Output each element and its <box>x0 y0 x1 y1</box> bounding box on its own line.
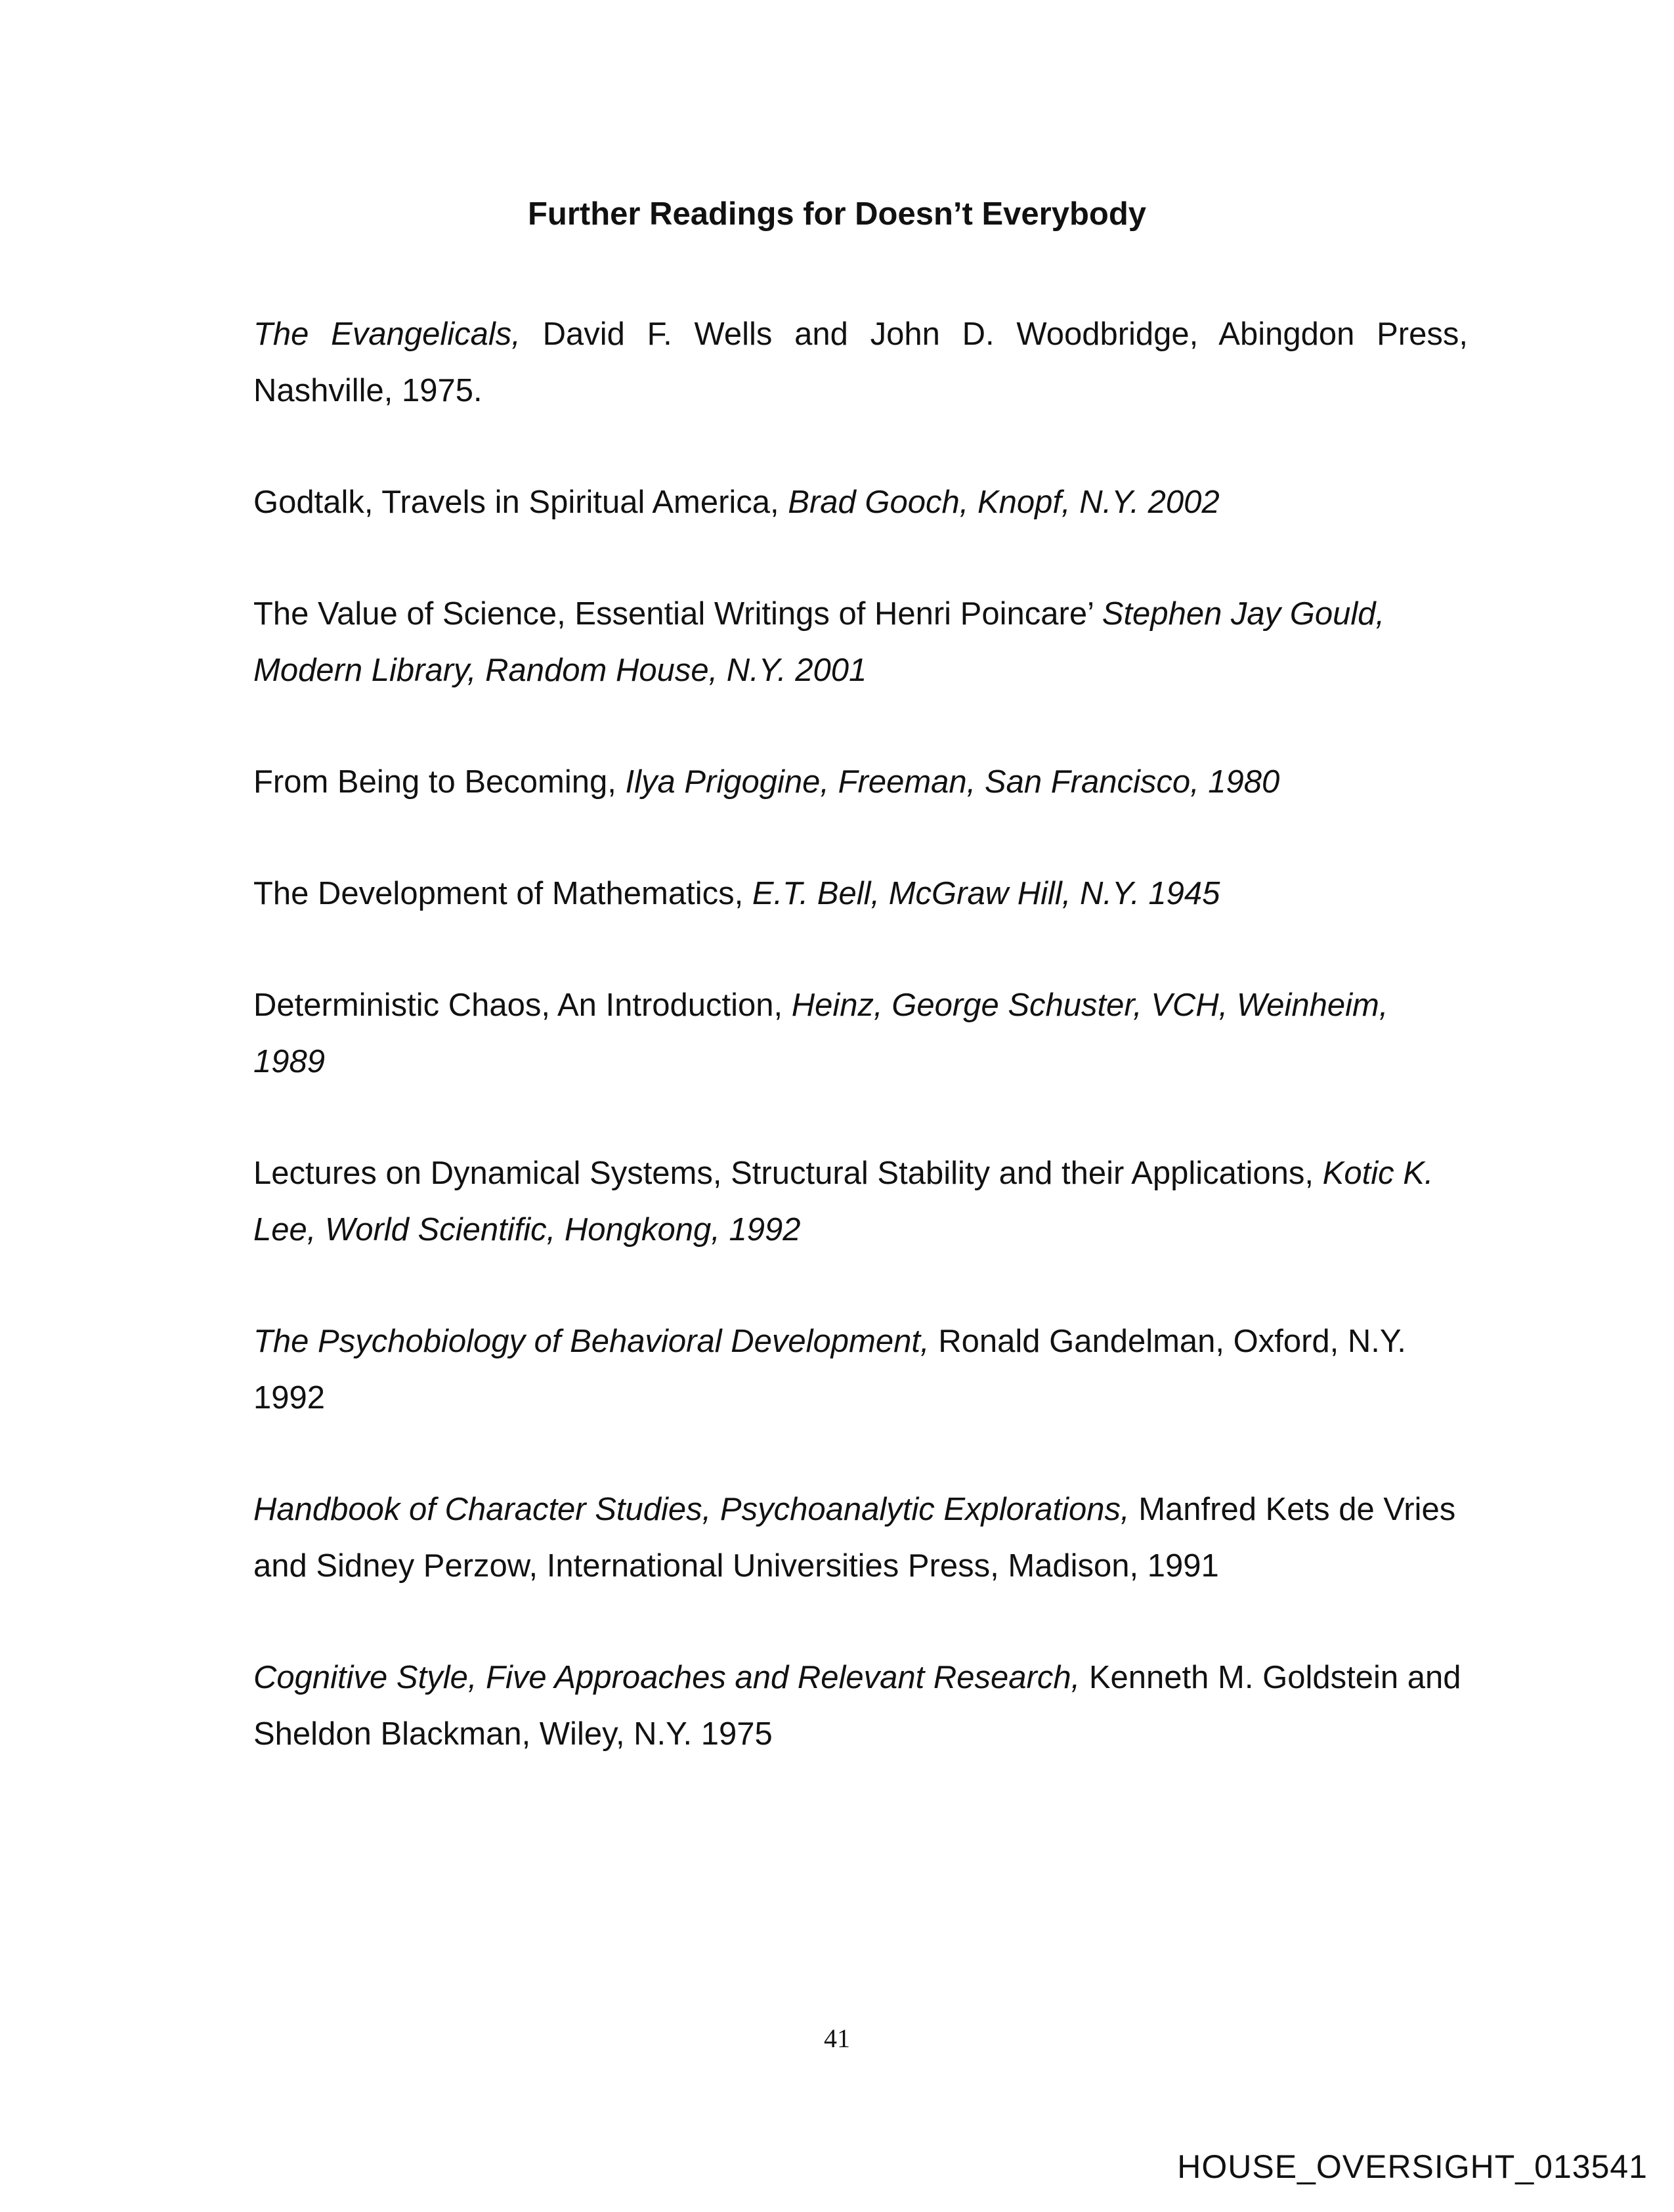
reference-details: Ilya Prigogine, Freeman, San Francisco, 1980 <box>625 764 1280 800</box>
reference-title: The Psychobiology of Behavioral Development, <box>253 1324 930 1359</box>
reading-list-item <box>253 586 1468 699</box>
reading-list-item <box>253 1649 1468 1762</box>
reading-list-item <box>253 1313 1468 1426</box>
reference-details: Manfred Kets de Vries and Sidney Perzow, International Universities Press, Madison, 1991 <box>253 1492 1456 1584</box>
reference-title: From Being to Becoming, <box>253 764 626 800</box>
reading-list-item <box>253 474 1468 531</box>
reference-title: The Value of Science, Essential Writings of Henri Poincare’ <box>253 596 1102 632</box>
reading-list <box>253 306 1468 1817</box>
reading-list-item <box>253 306 1468 419</box>
reference-title: Godtalk, Travels in Spiritual America, <box>253 485 788 520</box>
page-number: 41 <box>824 2024 850 2053</box>
reading-list-item <box>253 865 1468 922</box>
reference-details: David F. Wells and John D. Woodbridge, Abingdon Press, Nashville, 1975. <box>253 316 1468 408</box>
reference-details: Brad Gooch, Knopf, N.Y. 2002 <box>788 485 1220 520</box>
reference-details: Kotic K. Lee, World Scientific, Hongkong, 1992 <box>253 1156 1434 1247</box>
reference-title: Deterministic Chaos, An Introduction, <box>253 987 792 1023</box>
reading-list-item <box>253 1145 1468 1258</box>
reading-list-item <box>253 754 1468 810</box>
reference-title: Cognitive Style, Five Approaches and Relevant Research, <box>253 1660 1081 1695</box>
reference-title: Lectures on Dynamical Systems, Structural Stability and their Applications, <box>253 1156 1323 1191</box>
reading-list-item <box>253 977 1468 1090</box>
reference-details: Heinz, George Schuster, VCH, Weinheim, 1989 <box>253 987 1388 1079</box>
reference-title: The Evangelicals, <box>253 316 521 352</box>
bates-stamp: HOUSE_OVERSIGHT_013541 <box>1177 2148 1648 2185</box>
reference-details: Kenneth M. Goldstein and Sheldon Blackman, Wiley, N.Y. 1975 <box>253 1660 1461 1752</box>
reference-title: Handbook of Character Studies, Psychoanalytic Explorations, <box>253 1492 1130 1527</box>
reference-details: E.T. Bell, McGraw Hill, N.Y. 1945 <box>752 876 1220 911</box>
reference-details: Ronald Gandelman, Oxford, N.Y. 1992 <box>253 1324 1406 1416</box>
reference-details: Stephen Jay Gould, Modern Library, Random House, N.Y. 2001 <box>253 596 1385 688</box>
reading-list-item <box>253 1481 1468 1594</box>
page-title: Further Readings for Doesn’t Everybody <box>527 196 1147 232</box>
reference-title: The Development of Mathematics, <box>253 876 752 911</box>
